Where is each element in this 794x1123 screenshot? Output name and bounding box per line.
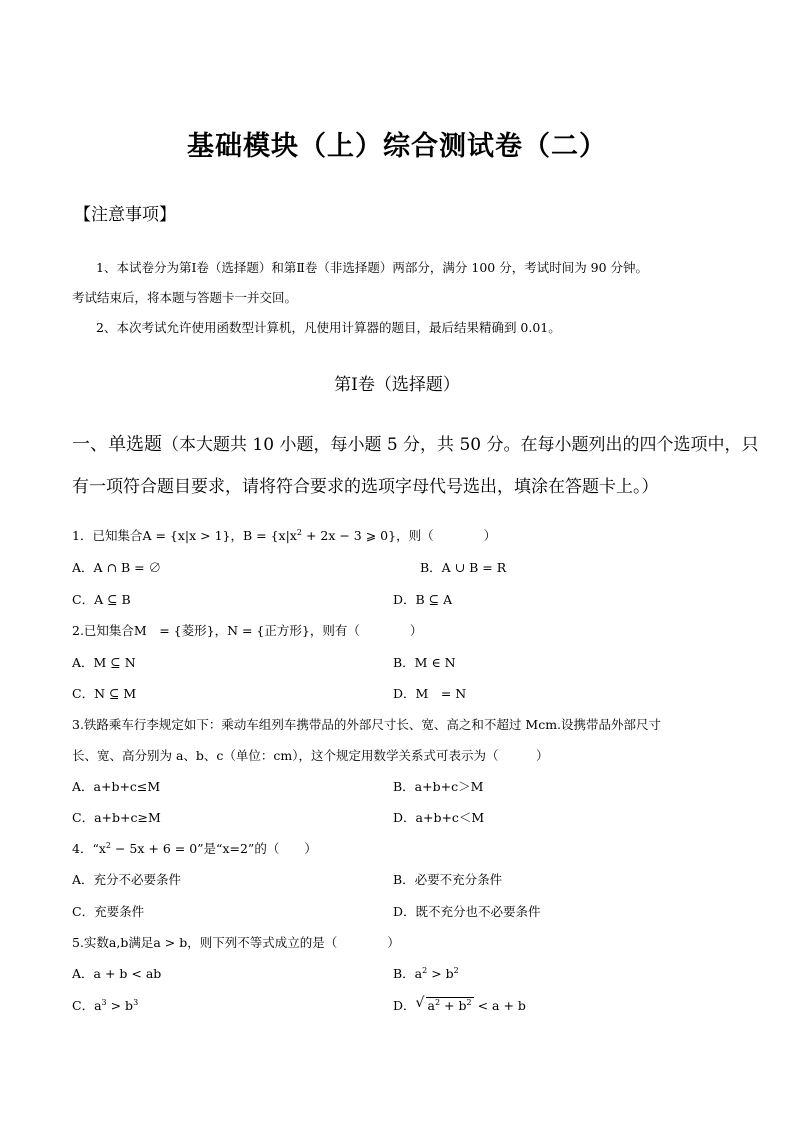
question-3-option-d: D．a+b+c＜M <box>393 810 485 825</box>
question-5-option-a: A．a + b < ab <box>72 966 162 981</box>
q5-c-sup2: 3 <box>133 998 139 1007</box>
question-1-stem <box>72 526 496 544</box>
question-3-stem-line-2: 长、宽、高分别为 a、b、c（单位：cm），这个规定用数学关系式可表示为（ ） <box>72 748 549 763</box>
q1-stem-b: + 2x − 3 ⩾ 0}，则（ ） <box>301 528 497 543</box>
q5-d-rad-sup2: 2 <box>466 998 472 1007</box>
q5-b-mid: > b <box>427 966 454 981</box>
question-4-option-d: D．既不充分也不必要条件 <box>393 904 541 919</box>
page-title: 基础模块（上）综合测试卷（二） <box>187 131 607 162</box>
question-2-option-c: C．N ⊆ M <box>72 686 137 701</box>
question-2-option-d: D．M = N <box>393 686 467 701</box>
radical-symbol: √ <box>415 995 425 1011</box>
q5-c-pre: C．a <box>72 998 102 1013</box>
question-3-option-c: C．a+b+c≥M <box>72 810 161 825</box>
question-4-option-b: B．必要不充分条件 <box>393 872 503 887</box>
q5-b-sup2: 2 <box>453 966 459 975</box>
q1-stem-sup: 2 <box>296 528 302 537</box>
notice-heading: 【注意事项】 <box>74 205 176 225</box>
question-5-option-d <box>393 996 526 1014</box>
question-1-option-c: C．A ⊆ B <box>72 592 131 607</box>
q5-b-pre: B．a <box>393 966 423 981</box>
question-3-stem-line-1: 3.铁路乘车行李规定如下：乘动车组列车携带品的外部尺寸长、宽、高之和不超过 Mcm.设携带品外部尺寸 <box>72 717 662 732</box>
notice-item-2: 2、本次考试允许使用函数型计算机，凡使用计算器的题目，最后结果精确到 0.01。 <box>96 320 561 335</box>
q5-d-rad-sup1: 2 <box>434 998 441 1007</box>
section-instruction-line-1 <box>72 430 759 456</box>
question-3-option-b: B．a+b+c＞M <box>393 779 484 794</box>
q4-stem-b: − 5x + 6 = 0”是“x=2”的（ ） <box>111 841 317 856</box>
question-4-stem <box>72 839 317 857</box>
q4-stem-sup: 2 <box>105 841 111 850</box>
question-3-option-a: A．a+b+c≤M <box>72 779 161 794</box>
q5-b-sup1: 2 <box>422 966 428 975</box>
section-title: 第Ⅰ卷（选择题） <box>334 375 460 395</box>
question-5-option-b <box>393 964 459 982</box>
question-5-stem: 5.实数a,b满足a > b，则下列不等式成立的是（ ） <box>72 935 400 950</box>
square-root-sign <box>415 995 474 1013</box>
instruction-text-1: （本大题共 10 小题，每小题 5 分，共 50 分。在每小题列出的四个选项中，只 <box>162 435 759 455</box>
question-2-option-b: B．M ∈ N <box>393 655 456 670</box>
q5-c-mid: > b <box>106 998 134 1013</box>
section-heading: 一、单选题 <box>72 434 162 455</box>
q1-stem-a: 1．已知集合A = {x|x > 1}，B = {x|x <box>72 528 297 543</box>
question-1-option-a: A．A ∩ B = ∅ <box>72 560 162 575</box>
q5-c-sup1: 3 <box>101 998 107 1007</box>
q5-d-rad-mid: + b <box>440 998 467 1013</box>
section-instruction-line-2: 有一项符合题目要求，请将符合要求的选项字母代号选出，填涂在答题卡上。） <box>72 477 659 497</box>
question-5-option-c <box>72 996 138 1014</box>
question-2-option-a: A．M ⊆ N <box>72 655 136 670</box>
question-4-option-c: C．充要条件 <box>72 904 145 919</box>
q5-d-post: < a + b <box>473 998 526 1013</box>
q5-d-pre: D． <box>393 998 416 1013</box>
question-1-option-d: D．B ⊆ A <box>393 592 453 607</box>
radicand <box>426 997 474 1013</box>
notice-item-1-line-2: 考试结束后，将本题与答题卡一并交回。 <box>72 290 298 305</box>
q4-stem-a: 4．“x <box>72 841 106 856</box>
question-4-option-a: A．充分不必要条件 <box>72 872 182 887</box>
q5-d-rad-a: a <box>427 998 435 1013</box>
question-1-option-b: B．A ∪ B = R <box>420 560 507 575</box>
notice-item-1-line-1: 1、本试卷分为第Ⅰ卷（选择题）和第Ⅱ卷（非选择题）两部分，满分 100 分，考试时间为 90 分钟。 <box>96 260 649 275</box>
question-2-stem: 2.已知集合M = {菱形}，N = {正方形}，则有（ ） <box>72 623 423 638</box>
